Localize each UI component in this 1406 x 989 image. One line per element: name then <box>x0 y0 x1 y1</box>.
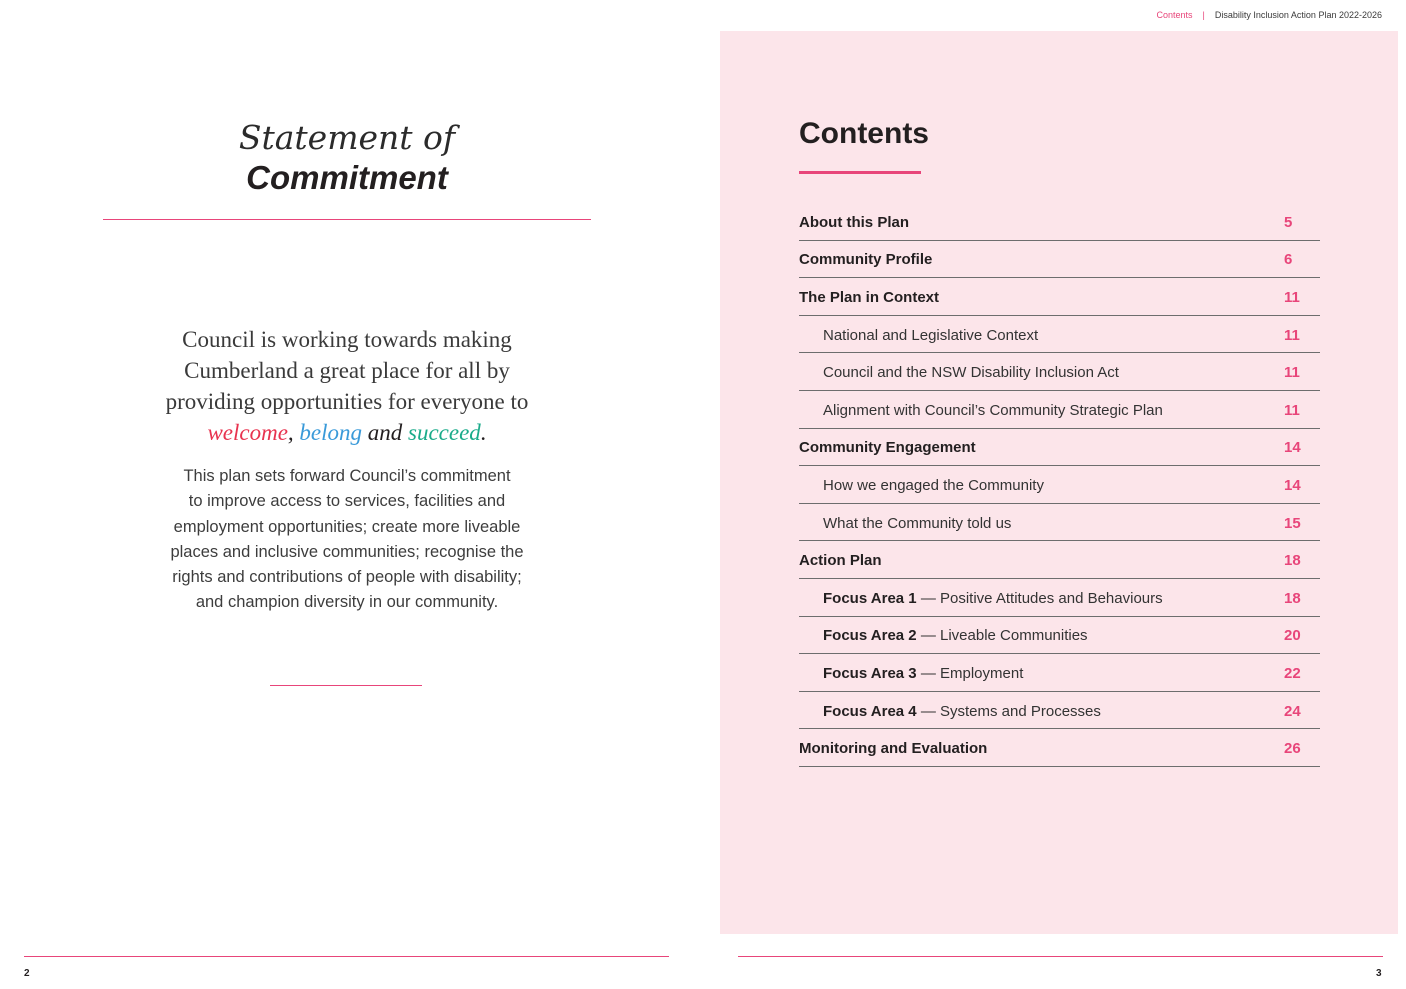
word-belong: belong <box>299 420 363 445</box>
page-number-left: 2 <box>24 968 30 979</box>
focus-area-topic: — Liveable Communities <box>916 627 1088 645</box>
body-line: places and inclusive communities; recognise the <box>170 542 524 561</box>
focus-area-name: Focus Area 2 <box>823 627 917 645</box>
commitment-body <box>163 464 531 616</box>
body-line: and champion diversity in our community. <box>195 593 499 612</box>
toc-page-number: 20 <box>1284 627 1301 645</box>
header-separator: | <box>1202 10 1205 20</box>
focus-area-topic: — Systems and Processes <box>916 702 1101 720</box>
toc-page-number: 15 <box>1284 514 1301 532</box>
word-welcome: welcome <box>207 420 288 445</box>
toc-label: National and Legislative Context <box>823 326 1039 344</box>
toc-label: Monitoring and Evaluation <box>799 740 988 758</box>
header-document-title: Disability Inclusion Action Plan 2022-2026 <box>1214 10 1382 20</box>
toc-page-number: 26 <box>1284 740 1301 758</box>
toc-entry-about[interactable] <box>799 203 1320 241</box>
toc-label: How we engaged the Community <box>823 476 1044 494</box>
statement-title <box>103 118 591 198</box>
page-number-right: 3 <box>1376 968 1382 979</box>
toc-entry-focus-area-3[interactable] <box>799 654 1320 692</box>
word-succeed: succeed <box>408 420 481 445</box>
toc-page-number: 11 <box>1284 288 1300 306</box>
footer-divider-right <box>738 956 1383 957</box>
toc-entry-focus-area-4[interactable] <box>799 692 1320 730</box>
body-line: rights and contributions of people with disability; <box>172 568 522 587</box>
toc-entry-community-profile[interactable] <box>799 241 1320 279</box>
commitment-quote <box>143 324 551 448</box>
header-section[interactable]: Contents <box>1156 10 1193 20</box>
footer-divider-left <box>24 956 669 957</box>
toc-entry-community-told-us[interactable] <box>799 504 1320 542</box>
toc-label <box>799 703 1101 720</box>
word-comma: , <box>287 420 294 445</box>
focus-area-name: Focus Area 3 <box>823 664 917 682</box>
toc-label <box>799 665 1023 682</box>
toc-page-number: 11 <box>1284 401 1300 419</box>
toc-page-number: 24 <box>1284 702 1301 720</box>
title-divider <box>103 219 591 220</box>
toc-page-number: 11 <box>1284 326 1300 344</box>
toc-page-number: 18 <box>1284 552 1301 570</box>
statement-title-line1: Statement of <box>238 118 456 157</box>
toc-label: What the Community told us <box>823 514 1012 532</box>
quote-line: providing opportunities for everyone to <box>165 389 529 414</box>
toc-entry-how-engaged[interactable] <box>799 466 1320 504</box>
toc-page-number: 22 <box>1284 664 1301 682</box>
toc-entry-nsw-act[interactable] <box>799 353 1320 391</box>
toc-page-number: 14 <box>1284 439 1301 457</box>
table-of-contents <box>799 203 1320 767</box>
body-line: employment opportunities; create more liveable <box>173 517 521 536</box>
toc-page-number: 14 <box>1284 476 1301 494</box>
toc-entry-community-engagement[interactable] <box>799 429 1320 467</box>
toc-page-number: 18 <box>1284 589 1301 607</box>
contents-title-underline <box>799 171 921 174</box>
focus-area-name: Focus Area 1 <box>823 589 917 607</box>
toc-entry-monitoring[interactable] <box>799 729 1320 767</box>
focus-area-topic: — Positive Attitudes and Behaviours <box>916 589 1163 607</box>
word-period: . <box>480 420 487 445</box>
toc-label: Action Plan <box>799 552 882 570</box>
toc-page-number: 5 <box>1284 213 1293 231</box>
toc-label: Alignment with Council’s Community Strategic Plan <box>823 401 1163 419</box>
running-header <box>1157 10 1382 20</box>
toc-label <box>799 590 1163 607</box>
body-divider <box>270 685 422 686</box>
focus-area-topic: — Employment <box>916 664 1024 682</box>
statement-title-line2: Commitment <box>246 159 448 196</box>
toc-entry-plan-in-context[interactable] <box>799 278 1320 316</box>
toc-entry-focus-area-2[interactable] <box>799 617 1320 655</box>
quote-line: Council is working towards making <box>182 327 512 352</box>
toc-label: The Plan in Context <box>799 288 940 306</box>
toc-label: Community Engagement <box>799 439 976 457</box>
toc-page-number: 11 <box>1284 364 1300 382</box>
toc-entry-action-plan[interactable] <box>799 541 1320 579</box>
toc-label: Community Profile <box>799 251 933 269</box>
toc-entry-strategic-plan[interactable] <box>799 391 1320 429</box>
toc-label: About this Plan <box>799 213 909 231</box>
quote-line-highlight <box>143 417 551 448</box>
body-line: This plan sets forward Council’s commitment <box>183 467 511 485</box>
toc-entry-focus-area-1[interactable] <box>799 579 1320 617</box>
toc-entry-national-context[interactable] <box>799 316 1320 354</box>
toc-page-number: 6 <box>1284 251 1293 269</box>
focus-area-name: Focus Area 4 <box>823 702 917 720</box>
body-line: to improve access to services, facilities and <box>188 492 506 511</box>
toc-label: Council and the NSW Disability Inclusion Act <box>823 364 1119 382</box>
toc-label <box>799 627 1088 644</box>
word-and: and <box>367 420 403 445</box>
quote-line: Cumberland a great place for all by <box>184 358 510 383</box>
contents-title: Contents <box>799 117 929 150</box>
